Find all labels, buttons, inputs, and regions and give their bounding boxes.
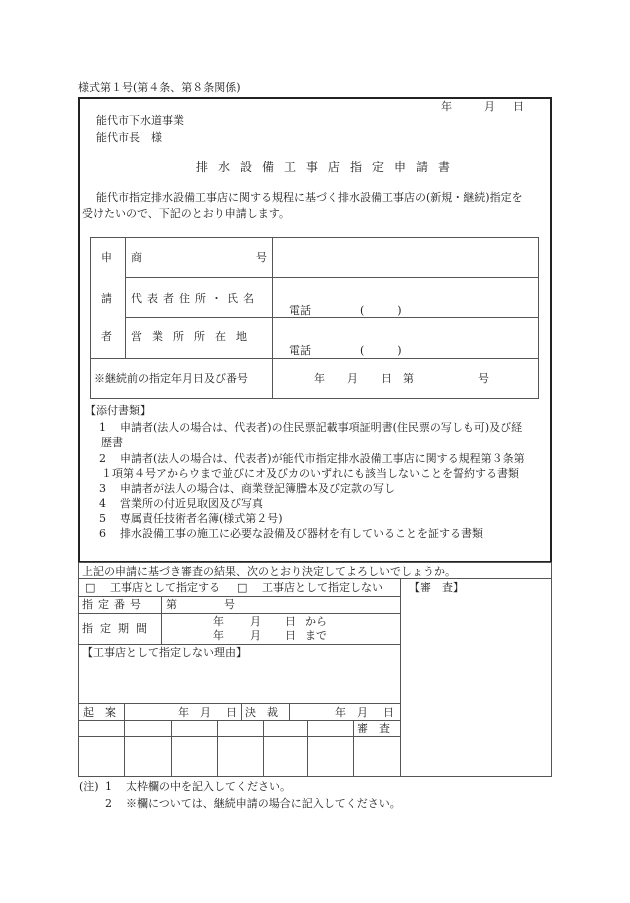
- attachments-heading: 【添付書類】: [85, 404, 151, 417]
- note-num: 1: [105, 780, 112, 793]
- note-text: 太枠欄の中を記入してください。: [126, 780, 291, 793]
- form-label: 様式第１号(第４条、第８条関係): [78, 81, 241, 94]
- decision-year: 年: [335, 706, 346, 719]
- date-day: 日: [513, 100, 524, 113]
- divider: [78, 596, 400, 597]
- office-phone-label: 電話: [289, 344, 311, 357]
- period-to-year: 年: [213, 629, 224, 642]
- intro-line2: 受けたいので、下記のとおり申請します。: [82, 207, 290, 220]
- period-to-suffix: まで: [305, 629, 327, 642]
- review-cell-label: 審 査: [357, 722, 390, 735]
- note-num: 2: [105, 797, 112, 810]
- option-designate-label: 工事店として指定する: [110, 581, 220, 594]
- period-to-month: 月: [250, 629, 261, 642]
- divider: [241, 703, 242, 720]
- divider: [78, 644, 400, 645]
- divider: [217, 720, 218, 777]
- renewal-month: 月: [347, 372, 358, 385]
- divider: [263, 720, 264, 777]
- decision-label: 決 裁: [245, 706, 278, 719]
- divider: [400, 578, 401, 777]
- trade-name-field[interactable]: [273, 238, 537, 276]
- document-title: 排水設備工事店指定申請書: [196, 160, 461, 174]
- attachment-cont: １項第４号アからウまで並びにオ及びカのいずれにも該当しないことを誓約する書類: [101, 467, 519, 480]
- reason-heading: 【工事店として指定しない理由】: [82, 646, 247, 659]
- renewal-go: 号: [478, 372, 489, 385]
- review-border: [78, 562, 552, 777]
- addressee-line1: 能代市下水道事業: [96, 114, 184, 127]
- side-label-2: 請: [101, 292, 112, 305]
- attachment-text: 排水設備工事の施工に必要な設備及び器材を有していることを証する書類: [120, 527, 483, 540]
- attachment-cont: 歴書: [101, 436, 123, 449]
- draft-label: 起 案: [83, 706, 116, 719]
- divider: [78, 703, 400, 704]
- period-label: 指定期間: [82, 622, 154, 635]
- draft-year: 年: [178, 706, 189, 719]
- checkbox-designate[interactable]: □: [85, 581, 96, 594]
- period-from-suffix: から: [305, 615, 327, 628]
- date-year: 年: [441, 100, 452, 113]
- designation-number-label: 指定番号: [82, 598, 146, 611]
- divider: [90, 358, 539, 359]
- divider: [78, 720, 400, 721]
- attachment-text: 営業所の付近見取図及び写真: [120, 497, 263, 510]
- attachment-num: 6: [99, 527, 106, 540]
- addressee-line2: 能代市長 様: [96, 131, 162, 144]
- designation-number-go: 号: [224, 598, 235, 611]
- renewal-dai: 第: [403, 372, 414, 385]
- attachment-num: 1: [99, 421, 106, 434]
- side-label-1: 申: [101, 251, 112, 264]
- divider: [78, 736, 400, 737]
- attachment-num: 5: [99, 512, 106, 525]
- decision-month: 月: [357, 706, 368, 719]
- divider: [307, 720, 308, 777]
- notes-prefix: (注): [79, 780, 99, 793]
- divider: [353, 720, 354, 777]
- draft-month: 月: [200, 706, 211, 719]
- office-location-field[interactable]: [273, 318, 537, 340]
- divider: [78, 613, 400, 614]
- renewal-year: 年: [314, 372, 325, 385]
- renewal-day: 日: [381, 372, 392, 385]
- divider: [78, 578, 552, 579]
- note-text: ※欄については、継続申請の場合に記入してください。: [126, 797, 401, 810]
- period-from-day: 日: [285, 615, 296, 628]
- review-question: 上記の申請に基づき審査の結果、次のとおり決定してよろしいでしょうか。: [82, 565, 456, 578]
- option-not-designate-label: 工事店として指定しない: [262, 581, 383, 594]
- attachment-num: 2: [99, 452, 106, 465]
- attachment-num: 3: [99, 482, 106, 495]
- representative-phone-label: 電話: [289, 304, 311, 317]
- draft-day: 日: [226, 706, 237, 719]
- attachment-text: 申請者(法人の場合は、代表者)が能代市指定排水設備工事店に関する規程第３条第: [120, 452, 525, 465]
- office-phone-field[interactable]: ( ): [360, 344, 402, 357]
- intro-line1: 能代市指定排水設備工事店に関する規程に基づく排水設備工事店の(新規・継続)指定を: [96, 191, 523, 204]
- representative-phone-field[interactable]: ( ): [360, 304, 402, 317]
- divider: [161, 596, 162, 644]
- divider: [171, 720, 172, 777]
- attachment-num: 4: [99, 497, 106, 510]
- representative-field[interactable]: [273, 278, 537, 300]
- period-from-year: 年: [213, 615, 224, 628]
- attachment-text: 申請者(法人の場合は、代表者)の住民票記載事項証明書(住民票の写しも可)及び経: [120, 421, 523, 434]
- attachment-text: 申請者が法人の場合は、商業登記簿謄本及び定款の写し: [120, 482, 395, 495]
- divider: [124, 703, 125, 777]
- side-label-3: 者: [101, 330, 112, 343]
- divider: [125, 237, 126, 358]
- period-from-month: 月: [250, 615, 261, 628]
- renewal-label: ※継続前の指定年月日及び番号: [94, 372, 248, 385]
- trade-name-label-left: 商: [131, 251, 142, 264]
- period-to-day: 日: [285, 629, 296, 642]
- review-heading: 【審 査】: [409, 581, 464, 594]
- designation-number-dai: 第: [166, 598, 177, 611]
- trade-name-label-right: 号: [256, 251, 267, 264]
- checkbox-not-designate[interactable]: □: [237, 581, 248, 594]
- representative-label: 代表者住所・氏名: [131, 292, 259, 305]
- decision-day: 日: [383, 706, 394, 719]
- divider: [289, 703, 290, 720]
- attachment-text: 専属責任技術者名簿(様式第２号): [120, 512, 283, 525]
- office-location-label: 営業所所在地: [131, 330, 257, 343]
- date-month: 月: [484, 100, 495, 113]
